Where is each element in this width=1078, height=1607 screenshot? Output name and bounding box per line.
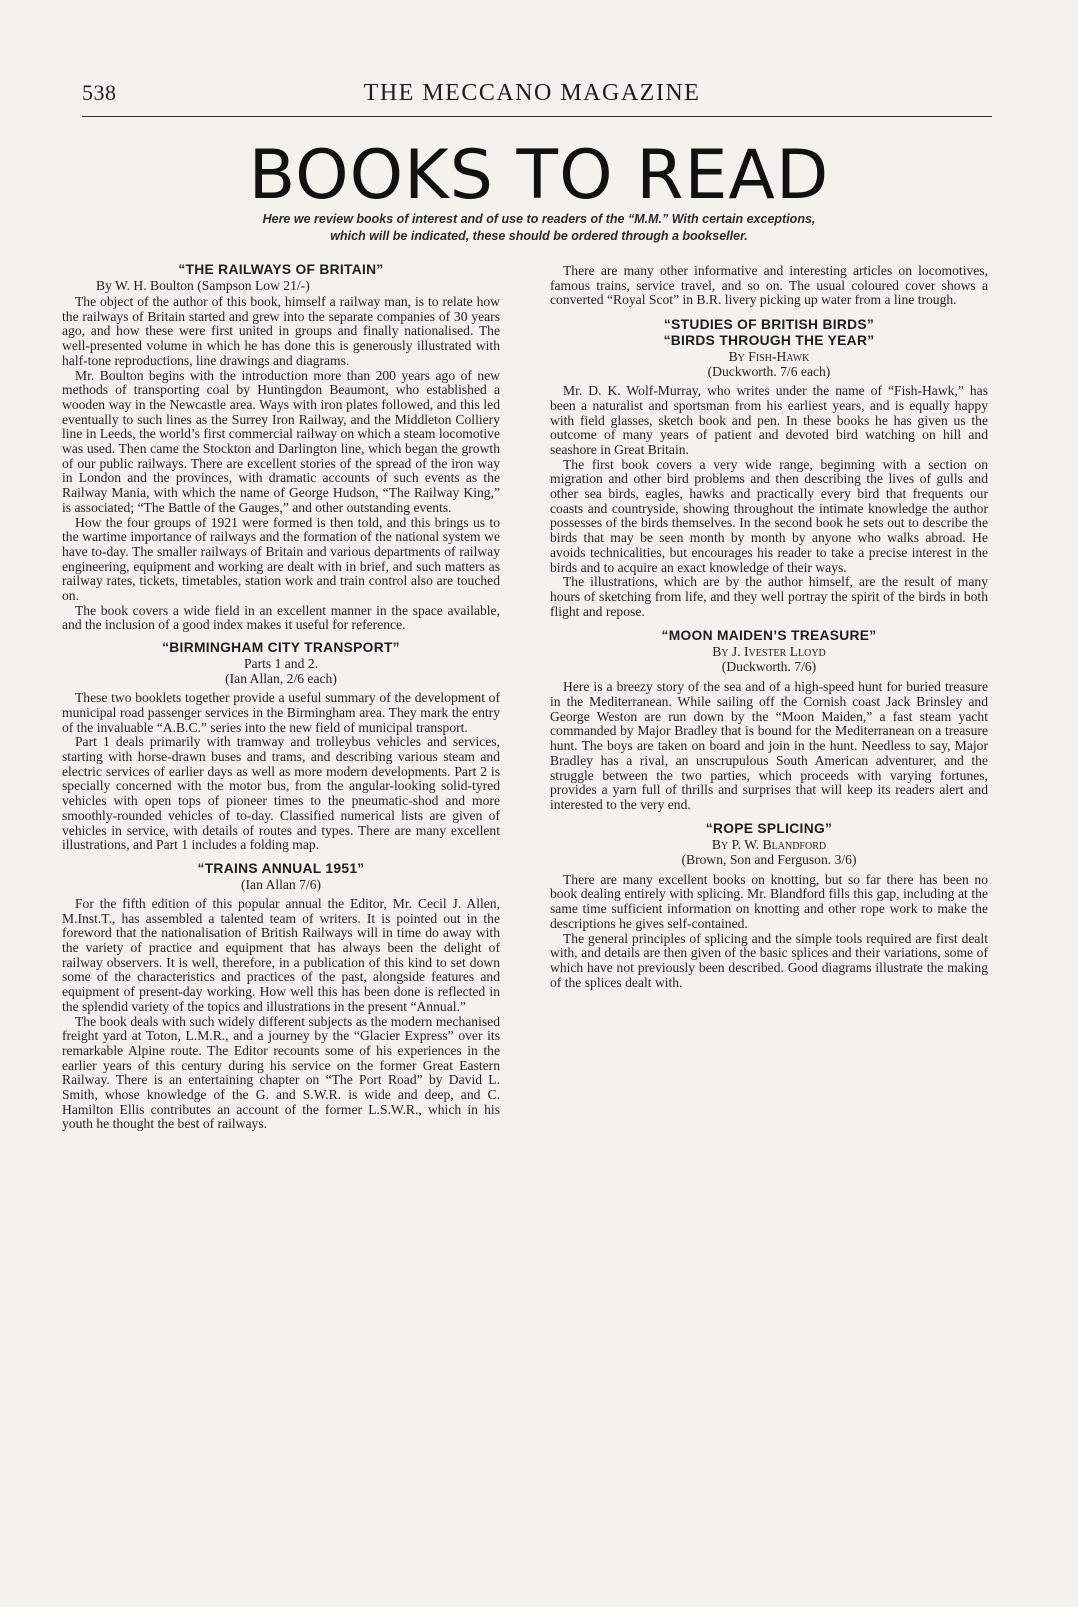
review-byline — [550, 644, 988, 659]
review-publisher: (Duckworth. 7/6 each) — [707, 364, 831, 380]
review-british-birds — [550, 317, 988, 619]
review-paragraph: There are many excellent books on knotting, but so far there has been no book dealing entirely with splicing. Mr. Blandford fills this gap, including at the same time sufficient information on knotting and other rope work to make the descriptions he gives self-contained. — [550, 871, 988, 931]
review-title: “THE RAILWAYS OF BRITAIN” — [178, 262, 384, 277]
review-byline — [550, 837, 988, 852]
review-title: “ROPE SPLICING” — [705, 820, 833, 836]
review-birmingham-city-transport — [62, 640, 500, 853]
review-title: “TRAINS ANNUAL 1951” — [197, 860, 365, 876]
running-title: THE MECCANO MAGAZINE — [363, 80, 701, 106]
review-author: By J. Ivester Lloyd — [712, 644, 826, 660]
review-paragraph: Mr. D. K. Wolf-Murray, who writes under the name of “Fish-Hawk,” has been a naturalist and sportsman from his earliest years, and is equally happy with field glasses, sketch book and pen. In these books he has given us the outcome of many years of patient and devoted bird watching on hill and seashore in Great Britain. — [550, 383, 988, 457]
review-publisher: (Duckworth. 7/6) — [721, 659, 817, 675]
review-paragraph: Part 1 deals primarily with tramway and trolleybus vehicles and services, starting with horse-drawn buses and trams, and describing various steam and electric services of earlier days as well as more modern developments. Part 2 is specially concerned with the motor bus, from the angular-looking solid-tyred vehicles with open tops of pioneer times to the pneumatic-shod and more smoothly-rounded vehicles of to-day. Classified numerical lists are given of vehicles in service, with details of routes and types. There are many excellent illustrations, and Part 1 includes a folding map. — [62, 734, 500, 853]
intro-text — [100, 211, 978, 245]
review-author: By Fish-Hawk — [728, 349, 810, 365]
review-publisher: (Brown, Son and Ferguson. 3/6) — [681, 851, 857, 867]
review-title: “BIRDS THROUGH THE YEAR” — [663, 333, 875, 349]
review-byline — [550, 349, 988, 364]
review-moon-maidens-treasure — [550, 628, 988, 812]
intro-line: Here we review books of interest and of use to readers of the “M.M.” With certain exceptions, — [262, 212, 816, 226]
page-header — [82, 80, 982, 116]
review-paragraph: The general principles of splicing and the simple tools required are first dealt with, and details are then given of the basic splices and their variations, some of which have not previously been described. Good diagrams illustrate the making of the splices dealt with. — [550, 930, 988, 990]
review-author: By P. W. Blandford — [711, 836, 827, 852]
review-title: “STUDIES OF BRITISH BIRDS” — [663, 317, 875, 333]
left-column — [62, 262, 500, 1132]
review-paragraph: Here is a breezy story of the sea and of a high-speed hunt for buried treasure in the Mediterranean. While sailing off the Cornish coast Jack Brinsley and George Weston are run down by the “Moon Maiden,” a fast steam yacht commanded by Major Bradley that is bound for the Mediterranean on a treasure hunt. The boys are taken on board and join in the hunt. Needless to say, Major Bradley has a rival, an unscrupulous South American adventurer, and the struggle between the two parties, which proceeds with varying fortunes, provides a yarn full of thrills and surprises that will keep its readers alert and interested to the very end. — [550, 679, 988, 812]
review-paragraph: The illustrations, which are by the author himself, are the result of many hours of sketching from life, and they well portray the spirit of the birds in both flight and repose. — [550, 574, 988, 619]
review-paragraph: For the fifth edition of this popular annual the Editor, Mr. Cecil J. Allen, M.Inst.T., has assembled a talented team of writers. It is pointed out in the foreword that the nationalisation of British Railways will in time do away with the variety of practice and equipment that has always been the delight of railway observers. It is well, therefore, in a publication of this kind to set down some of the characteristics and practices of the past, alongside features and equipment of present-day working. How well this has been done is reflected in the splendid variety of the topics and illustrations in the present “Annual.” — [62, 895, 500, 1014]
review-publisher: (Ian Allan 7/6) — [240, 876, 322, 892]
review-paragraph: These two booklets together provide a useful summary of the development of municipal road passenger services in the Birmingham area. They mark the entry of the invaluable “A.B.C.” series into the new field of municipal transport. — [62, 690, 500, 735]
review-paragraph: The object of the author of this book, himself a railway man, is to relate how the railways of Britain started and grew into the separate companies of 30 years ago, and how these were first united in groups and finally nationalised. The well-presented volume in which he has done this is generously illustrated with half-tone reproductions, line drawings and diagrams. — [62, 294, 500, 368]
intro-line: which will be indicated, these should be ordered through a bookseller. — [330, 229, 748, 243]
review-paragraph: There are many other informative and interesting articles on locomotives, famous trains, service travel, and so on. The usual coloured cover shows a converted “Royal Scot” in B.R. livery picking up water from a line trough. — [550, 263, 988, 308]
review-publisher: (Ian Allan, 2/6 each) — [225, 671, 337, 687]
header-rule — [82, 116, 992, 117]
review-trains-annual-continued — [550, 264, 988, 308]
review-parts: Parts 1 and 2. — [243, 656, 318, 672]
page-headline: BOOKS TO READ — [248, 136, 830, 215]
review-railways-of-britain — [62, 262, 500, 633]
review-title: “BIRMINGHAM CITY TRANSPORT” — [162, 640, 400, 656]
review-paragraph: The book covers a wide field in an excellent manner in the space available, and the inclusion of a good index makes it useful for reference. — [62, 602, 500, 633]
review-rope-splicing — [550, 821, 988, 991]
review-paragraph: How the four groups of 1921 were formed is then told, and this brings us to the wartime importance of railways and the formation of the national system we have to-day. The smaller railways of Britain and various departments of railway engineering, equipment and working are dealt with in brief, and such matters as railway rates, tickets, timetables, station work and train control also are touched on. — [62, 514, 500, 604]
review-trains-annual-1951 — [62, 861, 500, 1132]
review-byline: By W. H. Boulton (Sampson Low 21/-) — [96, 278, 310, 293]
page-number: 538 — [82, 80, 117, 105]
review-paragraph: The first book covers a very wide range, beginning with a section on migration and other bird problems and then describing the lives of gulls and other sea birds, eagles, hawks and practically every bird that frequents our coasts and countryside, showing throughout the intimate knowledge the author possesses of the birds themselves. In the second book he sets out to describe the birds that may be seen month by month by anyone who walks abroad. He avoids technicalities, but encourages his reader to take a precise interest in the birds and to acquire an exact knowledge of their ways. — [550, 456, 988, 575]
review-paragraph: Mr. Boulton begins with the introduction more than 200 years ago of new methods of transporting coal by Huntingdon Beaumont, who established a wooden way in the Newcastle area. Ways with iron plates followed, and this led eventually to such lines as the Surrey Iron Railway, and the Middleton Colliery line in Leeds, the world’s first commercial railway on which a steam locomotive was used. Then came the Stockton and Darlington line, which began the growth of our public railways. There are excellent stories of the spread of the iron way in London and the provinces, with dramatic accounts of such events as the Railway Mania, with which the name of George Hudson, “The Railway King,” is associated; “The Battle of the Gauges,” and other outstanding events. — [62, 367, 500, 515]
review-paragraph: The book deals with such widely different subjects as the modern mechanised freight yard at Toton, L.M.R., and a journey by the “Glacier Express” over its remarkable Alpine route. The Editor recounts some of his experiences in the earlier years of this century during his service on the former Great Eastern Railway. There is an entertaining chapter on “The Port Road” by David L. Smith, whose knowledge of the G. and S.W.R. is wide and deep, and C. Hamilton Ellis contributes an account of the former L.S.W.R., which in his youth he thought the best of railways. — [62, 1013, 500, 1132]
right-column — [550, 264, 988, 990]
review-title: “MOON MAIDEN’S TREASURE” — [661, 628, 877, 644]
